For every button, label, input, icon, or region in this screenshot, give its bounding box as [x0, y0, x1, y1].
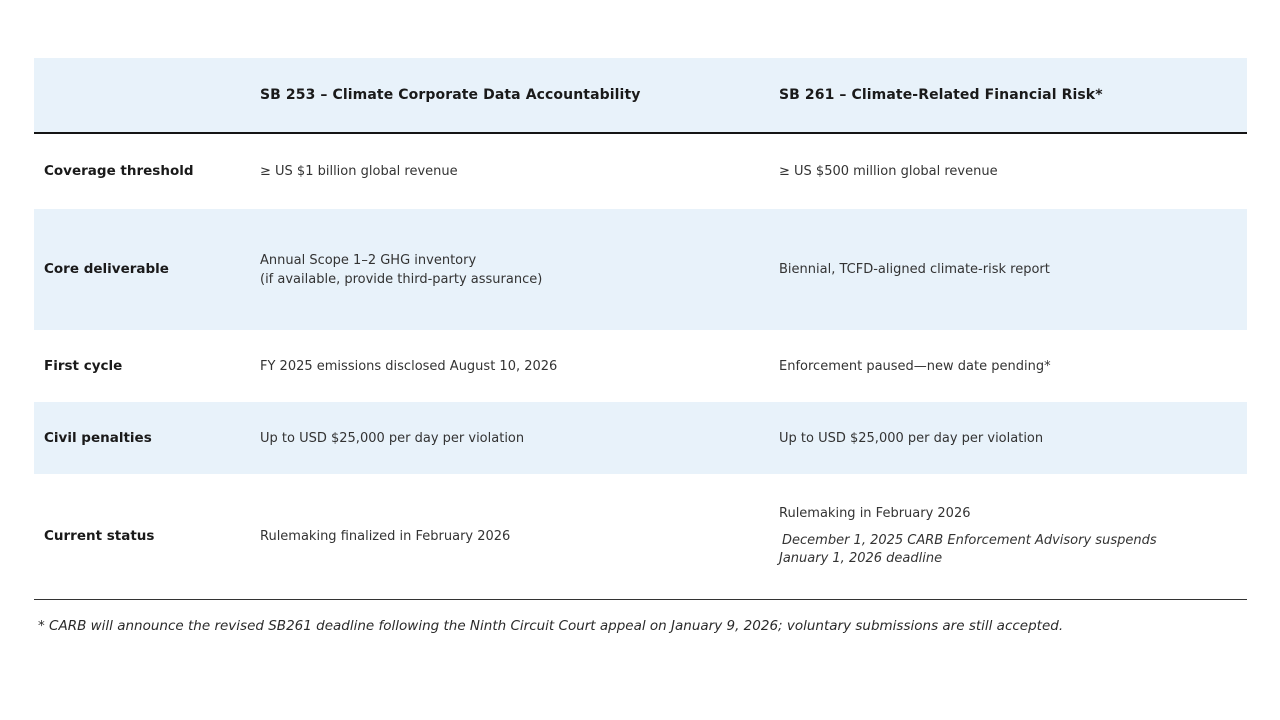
header-row [34, 58, 1247, 133]
table-row-coverage-threshold [34, 133, 1247, 209]
deliverable-line-1: Annual Scope 1–2 GHG inventory [260, 252, 477, 268]
cell-sb261-status [769, 474, 1247, 599]
cell-sb253-coverage: ≥ US $1 billion global revenue [260, 164, 458, 179]
row-label: First cycle [44, 357, 123, 374]
row-label: Current status [34, 474, 250, 599]
table-row-first-cycle [34, 330, 1247, 402]
deliverable-line-2: (if available, provide third-party assurance) [260, 271, 543, 287]
cell-sb253-first-cycle: FY 2025 emissions disclosed August 10, 2026 [260, 358, 558, 374]
row-label: Civil penalties [44, 429, 152, 446]
header-sb253: SB 253 – Climate Corporate Data Accountability [250, 58, 769, 133]
table-row-core-deliverable [34, 209, 1247, 330]
cell-sb261-coverage: ≥ US $500 million global revenue [779, 164, 998, 179]
cell-sb253-deliverable [250, 209, 769, 330]
cell-sb261-penalties: Up to USD $25,000 per day per violation [779, 430, 1044, 446]
cell-sb261-deliverable: Biennial, TCFD-aligned climate-risk report [779, 262, 1050, 277]
comparison-table [34, 58, 1247, 600]
table-row-civil-penalties [34, 402, 1247, 474]
cell-sb253-status: Rulemaking finalized in February 2026 [250, 474, 769, 599]
cell-sb253-penalties: Up to USD $25,000 per day per violation [260, 430, 525, 446]
table-row-current-status [34, 474, 1247, 599]
row-label: Coverage threshold [44, 163, 194, 179]
footnote: * CARB will announce the revised SB261 deadline following the Ninth Circuit Court appeal on January 9, 2026; voluntary submissions are still accepted. [38, 618, 1064, 634]
status-advisory-note: December 1, 2025 CARB Enforcement Advisory suspends January 1, 2026 deadline [779, 533, 1157, 567]
status-main-text: Rulemaking in February 2026 [779, 506, 971, 522]
header-empty-cell [34, 58, 250, 133]
cell-sb261-first-cycle: Enforcement paused—new date pending* [779, 358, 1051, 374]
header-sb261: SB 261 – Climate-Related Financial Risk* [769, 58, 1247, 133]
row-label: Core deliverable [44, 261, 169, 277]
